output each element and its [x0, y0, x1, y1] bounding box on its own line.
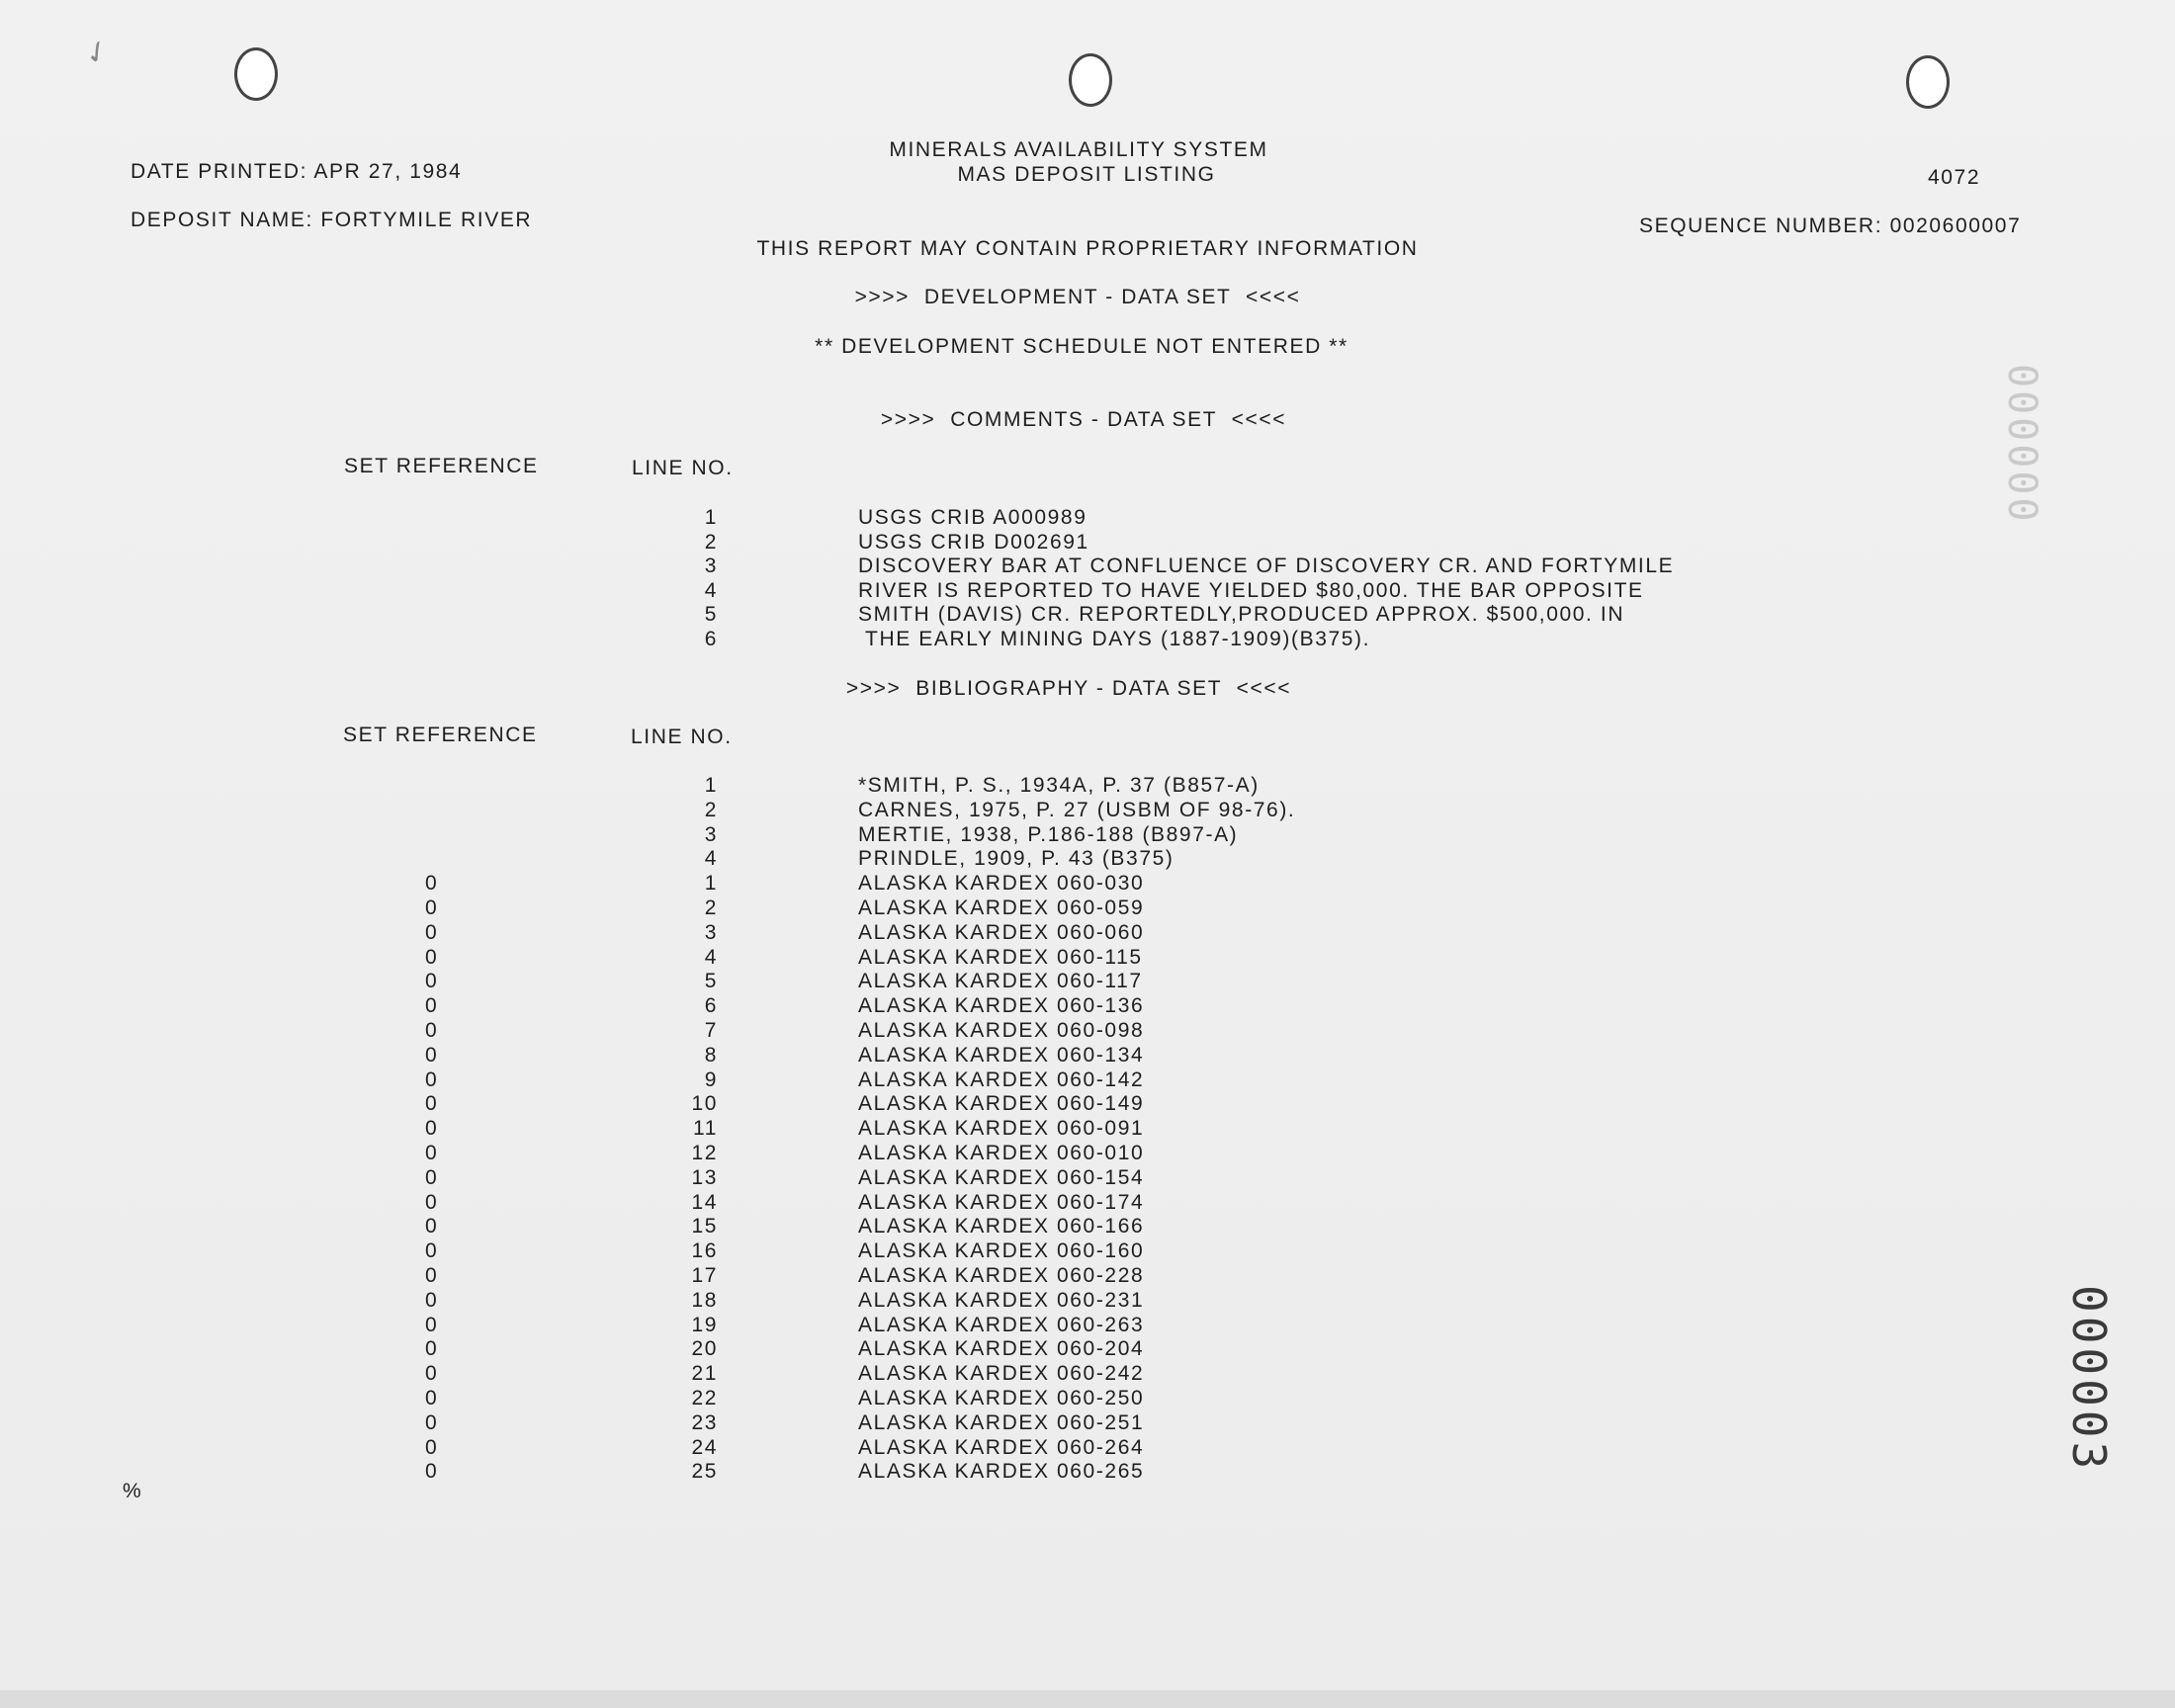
system-title: MINERALS AVAILABILITY SYSTEM [889, 138, 1268, 161]
entry-text-cell: RIVER IS REPORTED TO HAVE YIELDED $80,000. THE BAR OPPOSITE [858, 578, 1644, 602]
set-reference-cell: 0 [425, 1337, 439, 1361]
line-number-cell: 6 [704, 994, 718, 1018]
entry-text-cell: ALASKA KARDEX 060-010 [858, 1142, 1145, 1164]
set-reference-cell: 0 [425, 1362, 439, 1386]
scan-bottom-edge [0, 1690, 2175, 1708]
entry-text-cell: CARNES, 1975, P. 27 (USBM OF 98-76). [858, 798, 1296, 821]
page-code: 4072 [1928, 166, 1981, 189]
entry-text-cell: ALASKA KARDEX 060-242 [858, 1362, 1145, 1386]
line-number-cell: 19 [691, 1313, 718, 1336]
entry-text-cell: THE EARLY MINING DAYS (1887-1909)(B375). [858, 628, 1371, 650]
set-reference-cell: 0 [425, 1387, 439, 1409]
line-number-cell: 9 [704, 1068, 718, 1091]
line-number-cell: 2 [704, 798, 718, 821]
entry-text-cell: ALASKA KARDEX 060-098 [858, 1019, 1145, 1042]
set-reference-cell: 0 [425, 920, 439, 944]
entry-text-cell: MERTIE, 1938, P.186-188 (B897-A) [858, 822, 1239, 846]
line-number-cell: 16 [691, 1239, 718, 1263]
line-number-cell: 3 [704, 920, 718, 944]
line-number-cell: 13 [691, 1165, 718, 1189]
binder-hole-right [1906, 55, 1950, 109]
entry-text-cell: ALASKA KARDEX 060-060 [858, 920, 1145, 944]
entry-text-cell: ALASKA KARDEX 060-251 [858, 1410, 1145, 1434]
bibliography-heading: >>>> BIBLIOGRAPHY - DATA SET <<<< [845, 677, 1292, 700]
set-reference-cell: 0 [425, 1410, 439, 1434]
set-reference-cell: 0 [425, 1165, 439, 1189]
set-reference-cell: 0 [425, 1435, 439, 1459]
line-number-cell: 5 [704, 970, 718, 993]
line-number-cell: 17 [691, 1264, 718, 1287]
line-number-cell: 20 [691, 1337, 718, 1361]
line-number-cell: 2 [704, 530, 718, 554]
comments-line-no-header: LINE NO. [632, 457, 734, 479]
set-reference-cell: 0 [425, 1264, 439, 1287]
line-number-cell: 25 [691, 1460, 718, 1484]
line-number-cell: 4 [704, 945, 718, 969]
development-status: ** DEVELOPMENT SCHEDULE NOT ENTERED ** [815, 335, 1348, 358]
set-reference-cell: 0 [425, 1215, 439, 1238]
sequence-number: SEQUENCE NUMBER: 0020600007 [1639, 214, 2022, 237]
line-number-cell: 1 [704, 774, 718, 797]
line-number-cell: 4 [704, 578, 718, 602]
set-reference-cell: 0 [425, 897, 439, 919]
entry-text-cell: ALASKA KARDEX 060-154 [858, 1165, 1145, 1189]
line-number-cell: 1 [704, 506, 718, 529]
set-reference-cell: 0 [425, 1068, 439, 1091]
corner-smudge: ✓ [78, 32, 117, 74]
listing-title: MAS DEPOSIT LISTING [957, 163, 1216, 186]
entry-text-cell: ALASKA KARDEX 060-264 [858, 1435, 1145, 1459]
bibliography-line-no-header: LINE NO. [631, 726, 733, 748]
entry-text-cell: ALASKA KARDEX 060-263 [858, 1313, 1145, 1336]
line-number-cell: 11 [693, 1117, 718, 1141]
line-number-cell: 3 [704, 555, 718, 578]
set-reference-cell: 0 [425, 1117, 439, 1141]
line-number-cell: 7 [704, 1019, 718, 1042]
line-number-cell: 18 [691, 1288, 718, 1312]
entry-text-cell: PRINDLE, 1909, P. 43 (B375) [858, 847, 1174, 871]
line-number-cell: 23 [691, 1410, 718, 1434]
binder-hole-center [1069, 53, 1112, 107]
set-reference-cell: 0 [425, 1142, 439, 1164]
set-reference-cell: 0 [425, 1043, 439, 1067]
set-reference-cell: 0 [425, 1460, 439, 1484]
entry-text-cell: ALASKA KARDEX 060-149 [858, 1092, 1145, 1116]
line-number-cell: 4 [704, 847, 718, 871]
entry-text-cell: ALASKA KARDEX 060-231 [858, 1288, 1145, 1312]
line-number-cell: 12 [691, 1142, 718, 1164]
entry-text-cell: DISCOVERY BAR AT CONFLUENCE OF DISCOVERY CR. AND FORTYMILE [858, 555, 1675, 578]
set-reference-cell: 0 [425, 994, 439, 1018]
bibliography-set-reference-header: SET REFERENCE [343, 724, 538, 746]
line-number-cell: 15 [691, 1215, 718, 1238]
line-number-cell: 2 [704, 897, 718, 919]
line-number-cell: 8 [704, 1043, 718, 1067]
comments-heading: >>>> COMMENTS - DATA SET <<<< [880, 408, 1287, 431]
set-reference-cell: 0 [425, 970, 439, 993]
entry-text-cell: ALASKA KARDEX 060-228 [858, 1264, 1145, 1287]
frame-number-stamp-faint: 000000 [1999, 364, 2044, 525]
binder-hole-left [234, 47, 278, 101]
line-number-cell: 21 [691, 1362, 718, 1386]
set-reference-cell: 0 [425, 1239, 439, 1263]
entry-text-cell: SMITH (DAVIS) CR. REPORTEDLY,PRODUCED APPROX. $500,000. IN [858, 603, 1625, 627]
line-number-cell: 22 [691, 1387, 718, 1409]
set-reference-cell: 0 [425, 1019, 439, 1042]
set-reference-cell: 0 [425, 1092, 439, 1116]
entry-text-cell: ALASKA KARDEX 060-134 [858, 1043, 1145, 1067]
line-number-cell: 3 [704, 822, 718, 846]
entry-text-cell: ALASKA KARDEX 060-250 [858, 1387, 1145, 1409]
line-number-cell: 6 [704, 628, 718, 650]
entry-text-cell: USGS CRIB D002691 [858, 530, 1089, 554]
proprietary-notice: THIS REPORT MAY CONTAIN PROPRIETARY INFORMATION [756, 237, 1419, 260]
frame-number-stamp: 000003 [2062, 1285, 2116, 1474]
entry-text-cell: ALASKA KARDEX 060-115 [858, 945, 1143, 969]
entry-text-cell: ALASKA KARDEX 060-030 [858, 872, 1145, 896]
entry-text-cell: ALASKA KARDEX 060-174 [858, 1190, 1145, 1214]
entry-text-cell: USGS CRIB A000989 [858, 506, 1088, 529]
entry-text-cell: ALASKA KARDEX 060-059 [858, 897, 1145, 919]
line-number-cell: 1 [704, 872, 718, 896]
set-reference-cell: 0 [425, 1190, 439, 1214]
entry-text-cell: ALASKA KARDEX 060-142 [858, 1068, 1145, 1091]
comments-set-reference-header: SET REFERENCE [344, 455, 539, 477]
deposit-name: DEPOSIT NAME: FORTYMILE RIVER [130, 209, 533, 231]
set-reference-cell: 0 [425, 1313, 439, 1336]
line-number-cell: 10 [691, 1092, 718, 1116]
entry-text-cell: ALASKA KARDEX 060-204 [858, 1337, 1145, 1361]
development-heading: >>>> DEVELOPMENT - DATA SET <<<< [854, 286, 1301, 308]
footer-percent-mark: % [123, 1480, 143, 1502]
set-reference-cell: 0 [425, 1288, 439, 1312]
date-printed: DATE PRINTED: APR 27, 1984 [130, 160, 463, 183]
entry-text-cell: ALASKA KARDEX 060-265 [858, 1460, 1145, 1484]
entry-text-cell: ALASKA KARDEX 060-166 [858, 1215, 1145, 1238]
line-number-cell: 5 [704, 603, 718, 627]
entry-text-cell: ALASKA KARDEX 060-091 [858, 1117, 1145, 1141]
entry-text-cell: *SMITH, P. S., 1934A, P. 37 (B857-A) [858, 774, 1260, 797]
entry-text-cell: ALASKA KARDEX 060-136 [858, 994, 1145, 1018]
line-number-cell: 14 [691, 1190, 718, 1214]
entry-text-cell: ALASKA KARDEX 060-117 [858, 970, 1143, 993]
entry-text-cell: ALASKA KARDEX 060-160 [858, 1239, 1145, 1263]
set-reference-cell: 0 [425, 872, 439, 896]
set-reference-cell: 0 [425, 945, 439, 969]
line-number-cell: 24 [691, 1435, 718, 1459]
